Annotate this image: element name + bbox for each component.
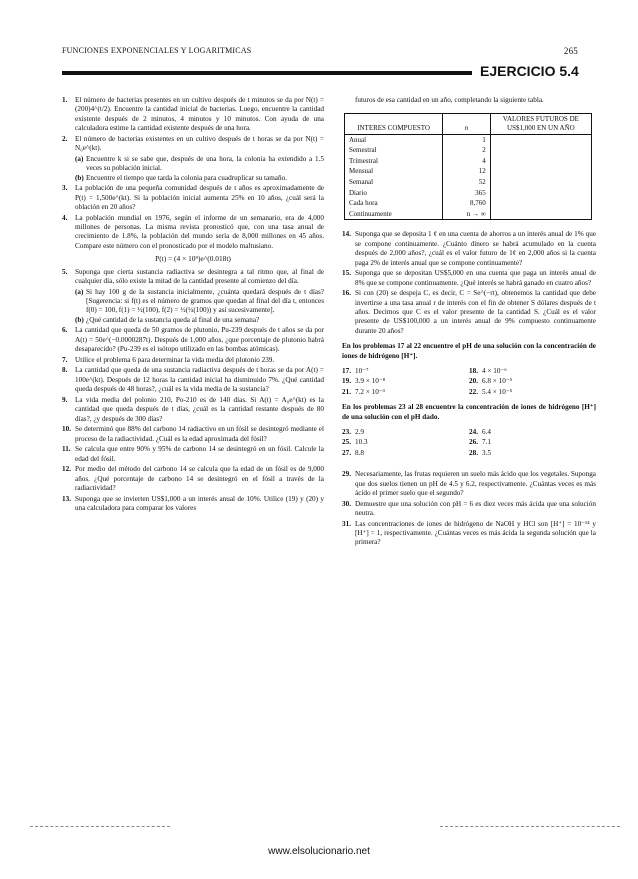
list-item: 23. 2.9 bbox=[342, 428, 364, 437]
answer-row bbox=[342, 377, 596, 386]
problem-item: 9. La vida media del polonio 210, Po-210 es de 140 días. Si A(t) = A₀e^(kt) es la cantidad que queda después de t días, ¿cuál es la cantidad restante después de 80 días?, ¿y después de 300 días? bbox=[62, 395, 324, 423]
footer-url: www.elsolucionario.net bbox=[268, 846, 370, 857]
answer-row bbox=[342, 428, 596, 437]
problem-item: 15. Suponga que se depositan US$5,000 en una cuenta que paga un interés anual de 8% que se compone continuamente. ¿Qué interés se habrá ganado en cuatro años? bbox=[342, 269, 596, 287]
running-head bbox=[62, 46, 578, 55]
problem-item: 14. Suponga que se deposita 1 ¢ en una cuenta de ahorros a un interés anual de 1% que se compone continuamente. ¿Cuánto dinero se habrá acumulado en la cuenta después de 2,000 años?, ¿cuál es el valor futuro de 1¢ en 2,000 años si la cuenta paga 2% de interés anual que se compone continuamente? bbox=[342, 230, 596, 267]
answer-row bbox=[342, 438, 596, 447]
page-number: 265 bbox=[563, 46, 578, 56]
problem-item: 31. Las concentraciones de iones de hidrógeno de NaOH y HCl son [H⁺] = 10⁻¹⁴ y [H⁺] = 1, respectivamente. ¿Cuántas veces es más ácida la segunda solución que la primera? bbox=[342, 519, 596, 547]
right-column bbox=[342, 96, 596, 549]
problem-item: 29. Necesariamente, las frutas requieren un suelo más ácido que los vegetales. Suponga que dos suelos tienen un pH de 4.5 y 6.2, respectivamente. ¿Cuántas veces es más ácido el primer suelo que el segundo? bbox=[342, 470, 596, 498]
list-item: 21. 7.2 × 10⁻³ bbox=[342, 387, 385, 396]
list-item: 24. 6.4 bbox=[469, 428, 491, 437]
answer-row bbox=[342, 367, 596, 376]
list-item: 17. 10⁻⁷ bbox=[342, 367, 369, 375]
problem-subitem: (a) Si hay 100 g de la sustancia inicialmente, ¿cuánta quedará después de t días? [Sugerencia: si f(t) es el número de gramos que quedan al final del día t, entonces f(0) = 100, f(1) = ½(100), f(2) = ½(½(100)) y así sucesivamente]. bbox=[75, 287, 324, 315]
table-row: Anual 1 bbox=[345, 134, 592, 145]
list-item: 28. 3.5 bbox=[469, 448, 491, 457]
table-header: n bbox=[443, 114, 491, 134]
problem-item: 7. Utilice el problema 6 para determinar la vida media del plutonio 239. bbox=[62, 355, 275, 364]
problem-item: 2. El número de bacterias existentes en un cultivo después de t horas se da por N(t) = N₀e^(kt). bbox=[62, 134, 324, 153]
scan-artifact-line bbox=[30, 826, 170, 827]
problem-item: 3. La población de una pequeña comunidad después de t años es aproximadamente de P(t) = 1,500e^(kt). Si la población inicial aumenta 25% en 10 años, ¿cuál será la oblación en 20 años? bbox=[62, 184, 324, 212]
table-row: Cada hora 8,760 bbox=[345, 198, 592, 209]
table-row: Mensual 12 bbox=[345, 166, 592, 177]
list-item: 26. 7.1 bbox=[469, 438, 491, 447]
problem-item: 11. Se calcula que entre 90% y 95% de carbono 14 se desintegró en un fósil. Calcule la edad del fósil. bbox=[62, 445, 324, 463]
problem-item: 13. Suponga que se invierten US$1,000 a un interés anual de 10%. Utilice (19) y (20) y una calculadora para comparar los valores bbox=[62, 494, 324, 513]
continuation-text: futuros de esa cantidad en un año, completando la siguiente tabla. bbox=[355, 96, 544, 104]
problem-subitem: (a) Encuentre k si se sabe que, después de una hora, la colonia ha extendido a 1.5 veces su población inicial. bbox=[75, 154, 324, 173]
list-item: 18. 4 × 10⁻⁶ bbox=[469, 367, 507, 375]
left-column bbox=[62, 96, 324, 515]
running-head-title: FUNCIONES EXPONENCIALES Y LOGARITMICAS bbox=[62, 46, 252, 55]
list-item: 22. 5.4 × 10⁻⁵ bbox=[469, 387, 513, 396]
problem-item: 12. Por medio del método del carbono 14 se calcula que la edad de un fósil es de 9,000 años. ¿Qué porcentaje de carbono 14 se desintegró en el fósil a través de la radiactividad? bbox=[62, 465, 324, 493]
list-item: 27. 8.8 bbox=[342, 448, 364, 457]
table-header: INTERES COMPUESTO bbox=[345, 114, 443, 134]
problem-subitem-wrapper bbox=[62, 288, 324, 326]
problem-subitem: (b) ¿Qué cantidad de la sustancia queda al final de una semana? bbox=[75, 315, 260, 324]
section-title: EJERCICIO 5.4 bbox=[480, 63, 579, 79]
problem-item: 4. La población mundial en 1976, según el informe de un semanario, era de 4,000 millones de personas. La misma revista pronosticó que, con una tasa anual de crecimiento de 1.8%, la población del mundo sería de 8,000 millones en 45 años. Compare este número con el pronosticado por el modelo maltusiano. bbox=[62, 213, 324, 250]
table-header: VALORES FUTUROS DE US$1,000 EN UN AÑO bbox=[490, 114, 591, 134]
scan-artifact-line bbox=[440, 826, 620, 827]
formula: P(t) = (4 × 10⁹)e^(0.018t) bbox=[155, 254, 231, 264]
table-row: Continuamente n → ∞ bbox=[345, 209, 592, 220]
section-rule bbox=[62, 71, 472, 75]
table-row: Trimestral 4 bbox=[345, 156, 592, 167]
list-item: 25. 10.3 bbox=[342, 438, 368, 447]
list-item: 19. 3.9 × 10⁻⁸ bbox=[342, 377, 386, 386]
problem-item: 6. La cantidad que queda de 50 gramos de plutonio, Pu-239 después de t años se da por A(t) = 50e^(−0.0000287t). Después de 1,000 años, ¿que porcentaje de plutonio habrá desaparecido? (Pu-239 es el isótopo utilizado en las bombas atómicas). bbox=[62, 326, 324, 354]
section-heading: En los problemas 17 al 22 encuentre el pH de una solución con la concentración de iones de hidrógeno [H⁺]. bbox=[342, 342, 596, 360]
problem-item: 8. La cantidad que queda de una sustancia radiactiva después de t horas se da por A(t) = 100e^(kt). Después de 12 horas la cantidad inicial ha disminuido 7%. ¿Qué cantidad queda después de 48 horas?, ¿cuál es la vida media de la sustancia? bbox=[62, 366, 324, 394]
problem-item: 16. Si con (20) se despeja C, es decir, C = Se^(−rt), obtenemos la cantidad que debe invertirse a una tasa anual r de interés con el fin de obtener S dólares después de t años. Decimos que C es el valor presente de la cantidad S. ¿Cuál es el valor presente de US$100,000 a un interés anual de 9% compuesto continuamente durante 20 años? bbox=[342, 289, 596, 335]
problem-item: 1. El número de bacterias presentes en un cultivo después de t minutos se da por N(t) = (200)4^(t/2). Encuentre la cantidad inicial de bacterias. Luego, encuentre la cantidad existente después de 2 minutos, 4 minutos y 10 minutos. Con ayuda de una calculadora estime la cantidad existente después de una hora. bbox=[62, 96, 324, 133]
section-heading: En los problemas 23 al 28 encuentre la concentración de iones de hidrógeno [H⁺] de una solución con el pH dado. bbox=[342, 403, 596, 421]
problem-subitem-wrapper bbox=[62, 155, 324, 183]
answer-row bbox=[342, 388, 596, 397]
table-row: Semanal 52 bbox=[345, 177, 592, 188]
problem-subitem: (b) Encuentre el tiempo que tarda la colonia para cuadruplicar su tamaño. bbox=[75, 173, 287, 182]
problem-item: 30. Demuestre que una solución con pH = 6 es diez veces más ácida que una solución neutra. bbox=[342, 499, 596, 518]
future-values-table bbox=[344, 113, 592, 220]
table-row: Semestral 2 bbox=[345, 145, 592, 156]
table-row: Diario 365 bbox=[345, 188, 592, 199]
answer-row bbox=[342, 449, 596, 458]
problem-item: 10. Se determinó que 88% del carbono 14 radiactivo en un fósil se desintegró mediante el proceso de la radiactividad. ¿Cuál es la edad aproximada del fósil? bbox=[62, 425, 324, 443]
list-item: 20. 6.8 × 10⁻⁵ bbox=[469, 377, 513, 386]
problem-item: 5. Suponga que cierta sustancia radiactiva se desintegra a tal ritmo que, al final de cualquier día, sólo existe la mitad de la cantidad presente al comienzo del día. bbox=[62, 267, 324, 286]
